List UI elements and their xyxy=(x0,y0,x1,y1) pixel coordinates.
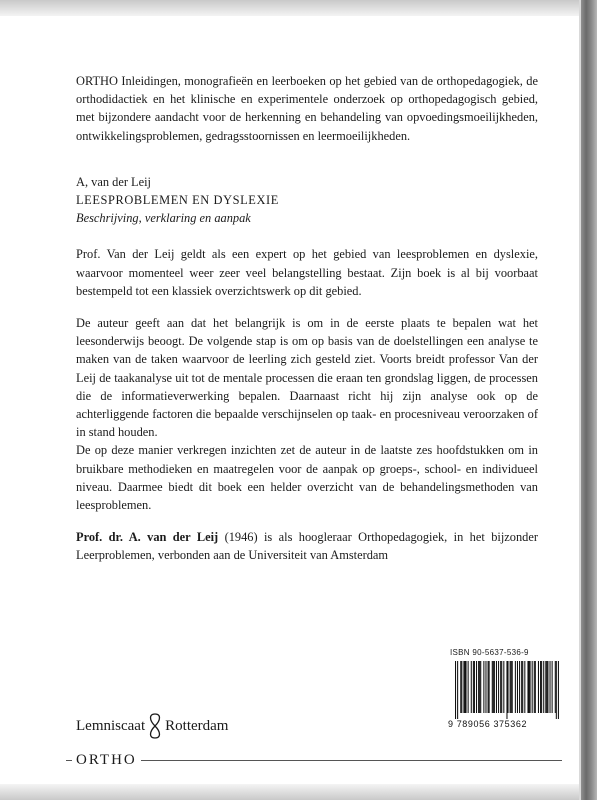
cover-text xyxy=(76,72,538,565)
barcode-bar xyxy=(461,661,462,713)
barcode-bar xyxy=(480,661,481,713)
book-author: A, van der Leij xyxy=(76,174,152,189)
author-bio xyxy=(76,528,538,564)
barcode-bar xyxy=(543,661,544,713)
barcode-bar xyxy=(547,661,548,713)
barcode-bar xyxy=(546,661,547,713)
barcode-bar xyxy=(534,661,535,713)
barcode-bar xyxy=(493,661,494,713)
barcode-bar xyxy=(494,661,495,713)
barcode-bar xyxy=(478,661,479,713)
barcode-bar xyxy=(532,661,533,713)
barcode-bar xyxy=(476,661,477,713)
book-title: LEESPROBLEMEN EN DYSLEXIE xyxy=(76,193,279,208)
barcode-bar xyxy=(489,661,490,713)
barcode-bar xyxy=(545,661,546,713)
isbn-number: ISBN 90-5637-536-9 xyxy=(450,648,529,657)
description-paragraph-3: De op deze manier verkregen inzichten zet de auteur in de laatste zes hoofdstukken om in bruikbare methodieken en maatregelen voor de aanpak op groeps-, school- en individueel niveau. Daarmee biedt dit boek een helder overzicht van de behandelingsmethoden van leesproblemen. xyxy=(76,443,538,513)
barcode-bar xyxy=(556,661,557,719)
barcode xyxy=(446,661,562,731)
barcode-bar xyxy=(492,661,493,713)
barcode-bar xyxy=(510,661,511,713)
barcode-bar xyxy=(527,661,528,713)
book-subtitle: Beschrijving, verklaring en aanpak xyxy=(76,211,251,226)
author-bio-name: Prof. dr. A. van der Leij xyxy=(76,530,219,545)
barcode-digits: 9 789056 375362 xyxy=(448,719,528,729)
barcode-bar xyxy=(541,661,542,713)
barcode-bar xyxy=(530,661,531,713)
series-blurb: ORTHO Inleidingen, monografieën en leerboeken op het gebied van de orthopedagogiek, de orthodidactiek en het klinische en experimentele onderzoek op orthopedagogisch gebied, met bijzondere aandacht voor de herkenning en behandeling van opvoedingsmoeilijkheden, ontwikkelingsproblemen, gedragsstoornissen en leermoeilijkheden. xyxy=(76,74,538,143)
barcode-bar xyxy=(529,661,530,713)
barcode-bar xyxy=(521,661,522,713)
barcode-bar xyxy=(479,661,480,713)
barcode-bar xyxy=(519,661,520,713)
barcode-bar xyxy=(473,661,474,713)
description-paragraph-2: De auteur geeft aan dat het belangrijk is om in de eerste plaats te bepalen wat het leesonderwijs beoogt. De volgende stap is om op basis van de doelstellingen een analyse te maken van de taken waarvoor de leerling zich gesteld ziet. Voorts breidt professor Van der Leij de taakanalyse uit tot de mentale processen die eraan ten grondslag liggen, de processen die de informatieverwerking bepalen. Daarnaast richt hij zijn analyse ook op de achterliggende factoren die bepaalde verschijnselen op taak- en procesniveau veroorzaken of in stand houden. xyxy=(76,316,538,440)
book-spine xyxy=(579,0,597,800)
barcode-bar xyxy=(485,661,486,713)
barcode-bar xyxy=(535,661,536,713)
barcode-bar xyxy=(558,661,559,719)
barcode-bar xyxy=(503,661,504,713)
barcode-bar xyxy=(464,661,465,713)
barcode-bar xyxy=(511,661,512,713)
series-footer: ORTHO xyxy=(72,752,141,769)
barcode-bar xyxy=(471,661,472,713)
barcode-bar xyxy=(524,661,525,713)
barcode-bar xyxy=(496,661,497,713)
barcode-bar xyxy=(501,661,502,713)
barcode-bar xyxy=(463,661,464,713)
barcode-bar xyxy=(460,661,461,713)
description-paragraph-1: Prof. Van der Leij geldt als een expert op het gebied van leesproblemen en dyslexie, waarvoor momenteel weer zeer veel belangstelling bestaat. Zijn boek is al bij voorbaat bestempeld tot een klassiek overzichtswerk op dit gebied. xyxy=(76,247,538,298)
barcode-bar xyxy=(517,661,518,713)
barcode-bar xyxy=(498,661,499,713)
barcode-bar xyxy=(522,661,523,713)
barcode-bar xyxy=(455,661,456,719)
barcode-bar xyxy=(500,661,501,713)
barcode-bar xyxy=(474,661,475,713)
barcode-bar xyxy=(468,661,469,713)
barcode-bar xyxy=(515,661,516,713)
barcode-bar xyxy=(457,661,458,719)
barcode-bar xyxy=(508,661,509,713)
publisher-name-left: Lemniscaat xyxy=(76,717,146,734)
barcode-bar xyxy=(540,661,541,713)
barcode-bar xyxy=(488,661,489,713)
barcode-bar xyxy=(552,661,553,713)
lemniscate-icon xyxy=(148,712,162,740)
barcode-bar xyxy=(466,661,467,713)
barcode-bar xyxy=(506,661,507,719)
publisher-logo xyxy=(76,712,228,740)
author-bio-text: (1946) is als hoogleraar Orthopedagogiek, in het bijzonder Leerproblemen, verbonden aan de Universiteit van Amsterdam xyxy=(76,530,538,563)
barcode-bar xyxy=(538,661,539,713)
publisher-name-right: Rotterdam xyxy=(165,717,229,734)
barcode-bar xyxy=(512,661,513,713)
barcode-bar xyxy=(550,661,551,713)
barcode-bar xyxy=(555,661,556,713)
barcode-bar xyxy=(483,661,484,713)
isbn-barcode-block xyxy=(446,648,562,731)
